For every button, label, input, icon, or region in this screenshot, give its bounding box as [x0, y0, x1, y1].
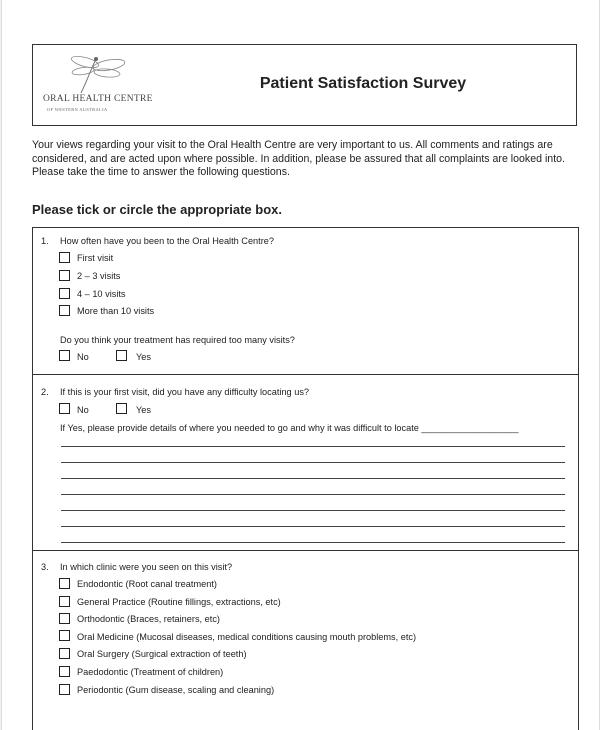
q2-option: No — [77, 405, 89, 415]
logo-name: ORAL HEALTH CENTRE — [43, 94, 153, 104]
checkbox-orthodontic[interactable] — [59, 613, 70, 624]
checkbox-periodontic[interactable] — [59, 684, 70, 695]
checkbox-first-visit[interactable] — [59, 252, 70, 263]
intro-line: considered, and are acted upon where possible. In addition, please be assured that all complaints are looked into. — [32, 152, 565, 165]
intro-line: Your views regarding your visit to the Oral Health Centre are very important to us. All comments and ratings are — [32, 139, 553, 151]
intro-text — [32, 139, 577, 180]
q1-option: 4 – 10 visits — [77, 289, 126, 299]
q1-sub-option: No — [77, 352, 89, 362]
header-box — [32, 44, 577, 126]
writing-line[interactable] — [61, 446, 565, 447]
intro-line: Please take the time to answer the following questions. — [32, 166, 290, 179]
survey-page — [1, 0, 600, 730]
checkbox-more-than-10-visits[interactable] — [59, 305, 70, 316]
q3-text: In which clinic were you seen on this visit? — [60, 562, 233, 572]
divider — [33, 374, 578, 375]
checkbox-2-3-visits[interactable] — [59, 270, 70, 281]
q2-followup: If Yes, please provide details of where you needed to go and why it was difficult to locate ___________________ — [60, 423, 519, 433]
q1-option: First visit — [77, 253, 114, 263]
logo-subtitle: OF WESTERN AUSTRALIA — [47, 107, 108, 112]
checkbox-endodontic[interactable] — [59, 578, 70, 589]
divider — [33, 550, 578, 551]
q1-subquestion: Do you think your treatment has required too many visits? — [60, 335, 295, 345]
q1-option: More than 10 visits — [77, 306, 155, 316]
checkbox-paedodontic[interactable] — [59, 666, 70, 677]
q2-text: If this is your first visit, did you have any difficulty locating us? — [60, 387, 310, 397]
q3-option: Periodontic (Gum disease, scaling and cleaning) — [77, 685, 275, 695]
checkbox-oral-medicine[interactable] — [59, 630, 70, 641]
checkbox-q2-no[interactable] — [59, 403, 70, 414]
q3-number: 3. — [41, 562, 49, 572]
writing-line[interactable] — [61, 542, 565, 543]
questions-box — [32, 227, 579, 730]
checkbox-q1-no[interactable] — [59, 350, 70, 361]
checkbox-4-10-visits[interactable] — [59, 288, 70, 299]
q1-number: 1. — [41, 236, 49, 246]
q2-option: Yes — [136, 405, 151, 415]
q3-option: Oral Medicine (Mucosal diseases, medical conditions causing mouth problems, etc) — [77, 632, 417, 642]
q3-option: Endodontic (Root canal treatment) — [77, 579, 217, 589]
q1-sub-option: Yes — [136, 352, 151, 362]
dragonfly-icon — [41, 53, 147, 97]
writing-line[interactable] — [61, 510, 565, 511]
q3-option: Oral Surgery (Surgical extraction of teeth) — [77, 649, 247, 659]
checkbox-general-practice[interactable] — [59, 596, 70, 607]
checkbox-oral-surgery[interactable] — [59, 648, 70, 659]
q3-option: Paedodontic (Treatment of children) — [77, 667, 224, 677]
page-title: Patient Satisfaction Survey — [259, 75, 467, 92]
logo — [41, 53, 153, 117]
writing-line[interactable] — [61, 462, 565, 463]
writing-line[interactable] — [61, 494, 565, 495]
q1-option: 2 – 3 visits — [77, 271, 121, 281]
q3-option: Orthodontic (Braces, retainers, etc) — [77, 614, 220, 624]
checkbox-q2-yes[interactable] — [116, 403, 127, 414]
instruction-heading: Please tick or circle the appropriate box. — [32, 202, 282, 217]
writing-line[interactable] — [61, 478, 565, 479]
q3-option: General Practice (Routine fillings, extractions, etc) — [77, 597, 281, 607]
writing-line[interactable] — [61, 526, 565, 527]
q1-text: How often have you been to the Oral Health Centre? — [60, 236, 274, 246]
checkbox-q1-yes[interactable] — [116, 350, 127, 361]
q2-number: 2. — [41, 387, 49, 397]
